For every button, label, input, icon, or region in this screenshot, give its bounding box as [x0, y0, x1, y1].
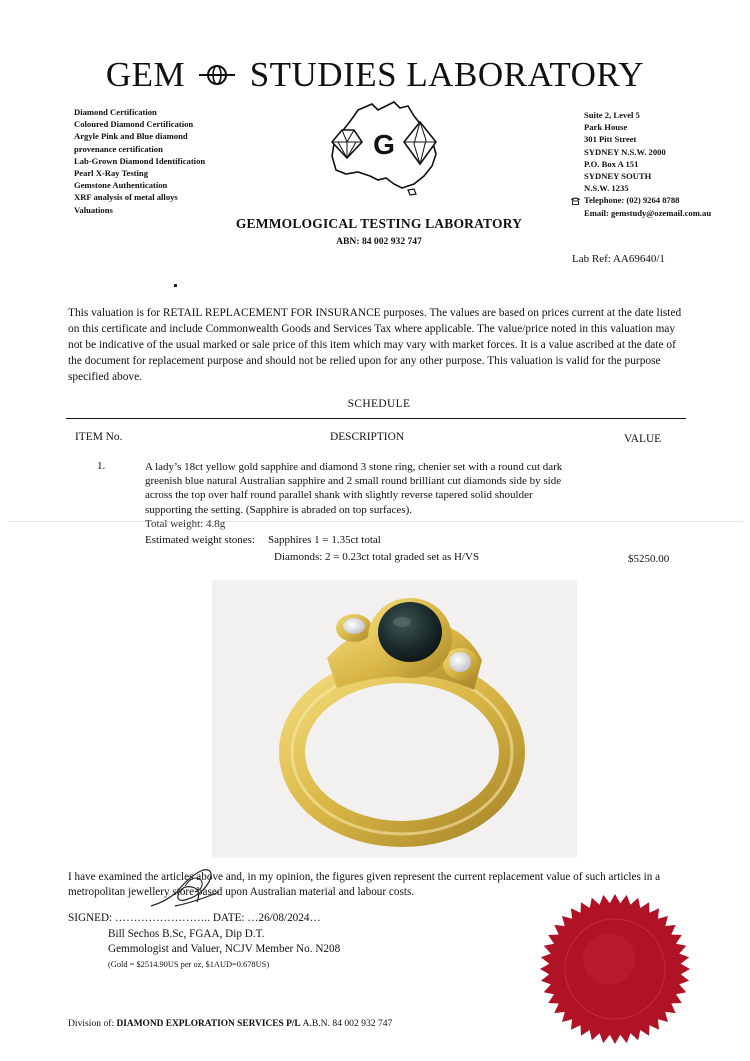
service-item: Diamond Certification — [74, 107, 157, 117]
service-item: XRF analysis of metal alloys — [74, 192, 178, 203]
division-name: DIAMOND EXPLORATION SERVICES P/L — [116, 1019, 301, 1029]
lab-title — [0, 52, 750, 95]
item-number: 1. — [97, 460, 106, 472]
service-item: Argyle Pink and Blue diamond — [74, 131, 188, 142]
declaration: I have examined the articles above and, in my opinion, the figures given represent the current replacement value of such articles in a metropolitan jewellery store based upon Australian material and labour costs. — [68, 871, 661, 898]
item-estimated-label: Estimated weight stones: — [145, 534, 255, 546]
lab-ref: Lab Ref: AA69640/1 — [572, 253, 665, 265]
division-label: Division of: — [68, 1018, 115, 1029]
item-description: A lady’s 18ct yellow gold sapphire and diamond 3 stone ring, chenier set with a round cut dark greenish blue natural Australian sapphire and 2 small round brilliant cut diamonds side by side across the top over half round parallel shank with slightly reverse tapered solid shoulder supporting the setting. (Sapphire is abraded on top surfaces). — [145, 461, 563, 516]
service-item: Lab-Grown Diamond Identification — [74, 155, 206, 166]
telephone: Telephone: (02) 9264 8788 — [584, 195, 680, 206]
sapphire-stone — [368, 598, 452, 678]
service-item: provenance certification — [74, 143, 163, 154]
address-block — [584, 109, 711, 219]
division-footer — [68, 1018, 392, 1029]
signer-block — [108, 927, 340, 957]
services-list — [74, 106, 205, 216]
australia-logo — [328, 100, 440, 201]
abn: ABN: 84 002 932 747 — [336, 236, 422, 247]
service-item: Valuations — [74, 204, 113, 215]
service-item: Pearl X-Ray Testing — [74, 168, 148, 179]
address-line: Park House — [584, 122, 628, 133]
ring-photo — [212, 580, 577, 858]
lab-name: GEMMOLOGICAL TESTING LABORATORY — [235, 216, 523, 231]
item-total-weight: Total weight: 4.8g — [145, 518, 226, 530]
globe-icon — [198, 63, 236, 87]
title-right: STUDIES LABORATORY — [249, 54, 645, 94]
diamond-facet-icon — [332, 130, 362, 158]
diamond-stone — [336, 614, 372, 642]
address-line: Suite 2, Level 5 — [584, 110, 640, 120]
red-seal — [538, 892, 692, 1051]
address-line: SYDNEY N.S.W. 2000 — [584, 146, 666, 157]
item-value: $5250.00 — [628, 553, 670, 565]
telephone-row — [570, 194, 711, 206]
item-diamonds: Diamonds: 2 = 0.23ct total graded set as H/VS — [274, 551, 480, 563]
division-abn: A.B.N. 84 002 932 747 — [302, 1018, 393, 1029]
title-left: GEM — [105, 54, 186, 94]
address-line: SYDNEY SOUTH — [584, 171, 652, 182]
stray-mark — [174, 284, 177, 287]
signer-role: Gemmologist and Valuer, NCJV Member No. N208 — [108, 943, 341, 955]
telephone-icon — [570, 196, 581, 205]
handwritten-signature — [145, 862, 225, 919]
item-sapphires: Sapphires 1 = 1.35ct total — [268, 534, 381, 546]
signer-name: Bill Sechos B.Sc, FGAA, Dip D.T. — [108, 928, 265, 940]
address-line: P.O. Box A 151 — [584, 158, 639, 169]
scan-line — [8, 521, 742, 522]
column-value-header: VALUE — [624, 433, 662, 445]
email: Email: gemstudy@ozemail.com.au — [584, 207, 712, 218]
signed-line: SIGNED: …………………….. DATE: …26/08/2024… — [68, 912, 321, 924]
column-item-header: ITEM No. — [75, 431, 123, 443]
gold-price-note: (Gold = $2514.90US per oz, $1AUD=0.678US) — [108, 960, 270, 969]
address-line: 301 Pitt Street — [584, 134, 637, 145]
service-item: Gemstone Authentication — [74, 180, 168, 191]
logo-letter: G — [373, 129, 395, 160]
valuation-intro: This valuation is for RETAIL REPLACEMENT FOR INSURANCE purposes. The values are based on prices current at the date listed on this certificate and include Commonwealth Goods and Services Tax where applicable. The value/price noted in this valuation may not be indicative of the usual marked or sale price of this item which may vary with market forces. It is a value ascribed at the date of the document for replacement purpose and should not be relied upon for any other purpose. This valuation is valid for the purpose specified above. — [68, 307, 682, 383]
service-item: Coloured Diamond Certification — [74, 119, 194, 130]
column-description-header: DESCRIPTION — [330, 431, 405, 443]
schedule-divider — [66, 418, 686, 419]
address-line: N.S.W. 1235 — [584, 183, 629, 194]
crystal-icon — [404, 122, 436, 164]
schedule-heading: SCHEDULE — [347, 398, 411, 410]
